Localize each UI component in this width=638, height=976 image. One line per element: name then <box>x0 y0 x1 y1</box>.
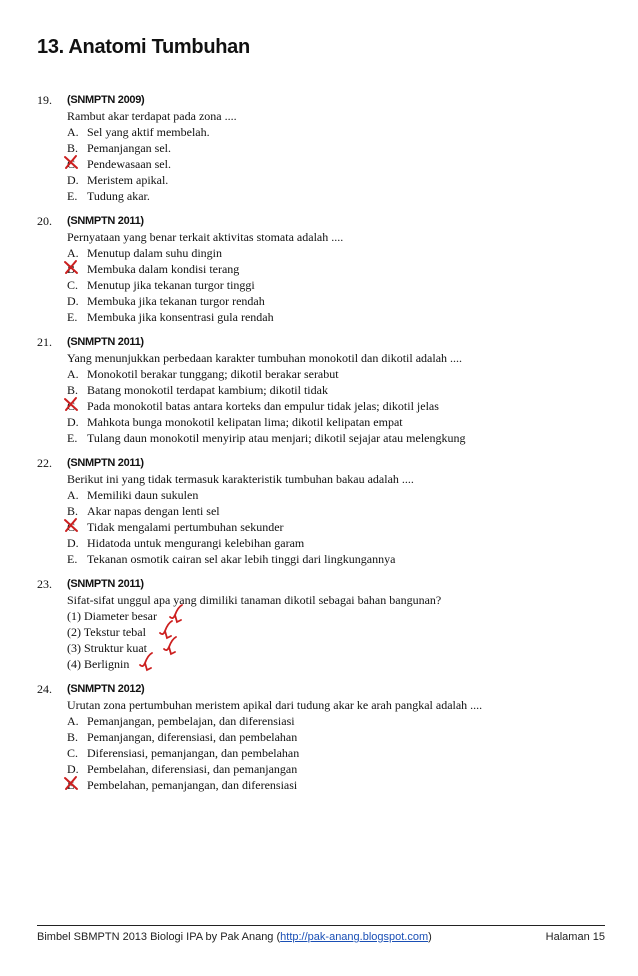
option-letter: A. <box>67 125 79 139</box>
option-text: Mahkota bunga monokotil kelipatan lima; dikotil kelipatan empat <box>87 415 403 429</box>
option-letter: B. <box>67 730 79 744</box>
option-text: Tidak mengalami pertumbuhan sekunder <box>87 520 284 534</box>
option-text: Pemanjangan sel. <box>87 141 171 155</box>
option-c <box>67 519 607 535</box>
option-letter: C. <box>67 399 79 413</box>
option-text: Memiliki daun sukulen <box>87 488 199 502</box>
option-letter: C. <box>67 157 79 171</box>
option-text: Menutup dalam suhu dingin <box>87 246 222 260</box>
option-letter: A. <box>67 714 79 728</box>
option-letter: C. <box>67 278 79 292</box>
question-19 <box>37 92 607 204</box>
question-stem: Rambut akar terdapat pada zona .... <box>67 109 237 123</box>
statement-4 <box>67 656 607 672</box>
option-letter: D. <box>67 536 79 550</box>
option-a <box>67 366 607 382</box>
option-letter: E. <box>67 778 78 792</box>
option-text: Akar napas dengan lenti sel <box>87 504 220 518</box>
check-mark-icon <box>137 650 159 672</box>
option-e <box>67 777 607 793</box>
option-d <box>67 761 607 777</box>
option-d <box>67 293 607 309</box>
statement-text: (4) Berlignin <box>67 657 130 671</box>
option-letter: B. <box>67 141 79 155</box>
option-letter: B. <box>67 262 79 276</box>
option-e <box>67 188 607 204</box>
question-stem: Yang menunjukkan perbedaan karakter tumbuhan monokotil dan dikotil adalah .... <box>67 351 463 365</box>
question-source: (SNMPTN 2012) <box>67 683 145 695</box>
option-text: Menutup jika tekanan turgor tinggi <box>87 278 255 292</box>
option-c <box>67 156 607 172</box>
footer-credit <box>37 931 432 943</box>
x-mark-icon <box>63 154 79 170</box>
option-b <box>67 503 607 519</box>
footer-prefix: Bimbel SBMPTN 2013 Biologi IPA by Pak Anang ( <box>37 931 281 943</box>
option-e <box>67 551 607 567</box>
question-stem: Berikut ini yang tidak termasuk karakteristik tumbuhan bakau adalah .... <box>67 472 414 486</box>
question-source: (SNMPTN 2011) <box>67 336 144 348</box>
option-text: Diferensiasi, pemanjangan, dan pembelahan <box>87 746 300 760</box>
question-number: 19. <box>37 93 52 107</box>
option-text: Batang monokotil terdapat kambium; dikotil tidak <box>87 383 328 397</box>
option-e <box>67 309 607 325</box>
question-source: (SNMPTN 2011) <box>67 215 144 227</box>
option-text: Pembelahan, pemanjangan, dan diferensiasi <box>87 778 298 792</box>
question-number: 23. <box>37 577 52 591</box>
option-text: Hidatoda untuk mengurangi kelebihan garam <box>87 536 305 550</box>
option-d <box>67 535 607 551</box>
option-c <box>67 277 607 293</box>
question-24 <box>37 681 607 793</box>
option-b <box>67 140 607 156</box>
option-text: Pembelahan, diferensiasi, dan pemanjangan <box>87 762 298 776</box>
statement-text: (3) Struktur kuat <box>67 641 147 655</box>
option-text: Tekanan osmotik cairan sel akar lebih tinggi dari lingkungannya <box>87 552 396 566</box>
question-22 <box>37 455 607 567</box>
question-list <box>37 92 607 802</box>
option-letter: D. <box>67 762 79 776</box>
statement-2 <box>67 624 607 640</box>
option-a <box>67 713 607 729</box>
option-text: Meristem apikal. <box>87 173 169 187</box>
statement-1 <box>67 608 607 624</box>
option-text: Membuka jika tekanan turgor rendah <box>87 294 265 308</box>
question-stem: Sifat-sifat unggul apa yang dimiliki tanaman dikotil sebagai bahan bangunan? <box>67 593 442 607</box>
x-mark-icon <box>63 775 79 791</box>
option-text: Membuka dalam kondisi terang <box>87 262 240 276</box>
footer-suffix: ) <box>428 931 432 943</box>
option-letter: B. <box>67 504 79 518</box>
option-letter: C. <box>67 520 79 534</box>
option-letter: C. <box>67 746 79 760</box>
question-20 <box>37 213 607 325</box>
option-text: Pendewasaan sel. <box>87 157 171 171</box>
option-letter: D. <box>67 173 79 187</box>
option-d <box>67 414 607 430</box>
option-text: Tulang daun monokotil menyirip atau menjari; dikotil sejajar atau melengkung <box>87 431 466 445</box>
option-c <box>67 398 607 414</box>
question-number: 22. <box>37 456 52 470</box>
option-letter: E. <box>67 552 78 566</box>
statement-text: (2) Tekstur tebal <box>67 625 146 639</box>
option-letter: E. <box>67 310 78 324</box>
option-letter: E. <box>67 189 78 203</box>
question-21 <box>37 334 607 446</box>
question-stem: Urutan zona pertumbuhan meristem apikal dari tudung akar ke arah pangkal adalah .... <box>67 698 483 712</box>
option-text: Membuka jika konsentrasi gula rendah <box>87 310 274 324</box>
option-d <box>67 172 607 188</box>
question-stem: Pernyataan yang benar terkait aktivitas stomata adalah .... <box>67 230 344 244</box>
option-b <box>67 261 607 277</box>
question-number: 24. <box>37 682 52 696</box>
option-letter: A. <box>67 367 79 381</box>
check-mark-icon <box>161 634 183 656</box>
question-23 <box>37 576 607 672</box>
option-text: Pemanjangan, diferensiasi, dan pembelahan <box>87 730 298 744</box>
question-source: (SNMPTN 2011) <box>67 578 144 590</box>
option-letter: D. <box>67 415 79 429</box>
x-mark-icon <box>63 396 79 412</box>
option-text: Sel yang aktif membelah. <box>87 125 210 139</box>
page-number: Halaman 15 <box>545 931 605 943</box>
option-letter: B. <box>67 383 79 397</box>
footer-divider <box>37 925 605 926</box>
option-a <box>67 124 607 140</box>
option-a <box>67 245 607 261</box>
option-e <box>67 430 607 446</box>
page-title: 13. Anatomi Tumbuhan <box>37 36 250 58</box>
option-a <box>67 487 607 503</box>
option-text: Monokotil berakar tunggang; dikotil berakar serabut <box>87 367 339 381</box>
statement-text: (1) Diameter besar <box>67 609 157 623</box>
x-mark-icon <box>63 259 79 275</box>
x-mark-icon <box>63 517 79 533</box>
option-text: Pemanjangan, pembelajan, dan diferensiasi <box>87 714 295 728</box>
footer-link[interactable]: http://pak-anang.blogspot.com <box>280 931 429 943</box>
question-source: (SNMPTN 2011) <box>67 457 144 469</box>
option-c <box>67 745 607 761</box>
option-text: Tudung akar. <box>87 189 150 203</box>
option-b <box>67 729 607 745</box>
option-letter: A. <box>67 246 79 260</box>
option-letter: D. <box>67 294 79 308</box>
option-b <box>67 382 607 398</box>
question-source: (SNMPTN 2009) <box>67 94 145 106</box>
option-letter: E. <box>67 431 78 445</box>
question-number: 21. <box>37 335 52 349</box>
option-letter: A. <box>67 488 79 502</box>
question-number: 20. <box>37 214 52 228</box>
option-text: Pada monokotil batas antara korteks dan empulur tidak jelas; dikotil jelas <box>87 399 439 413</box>
